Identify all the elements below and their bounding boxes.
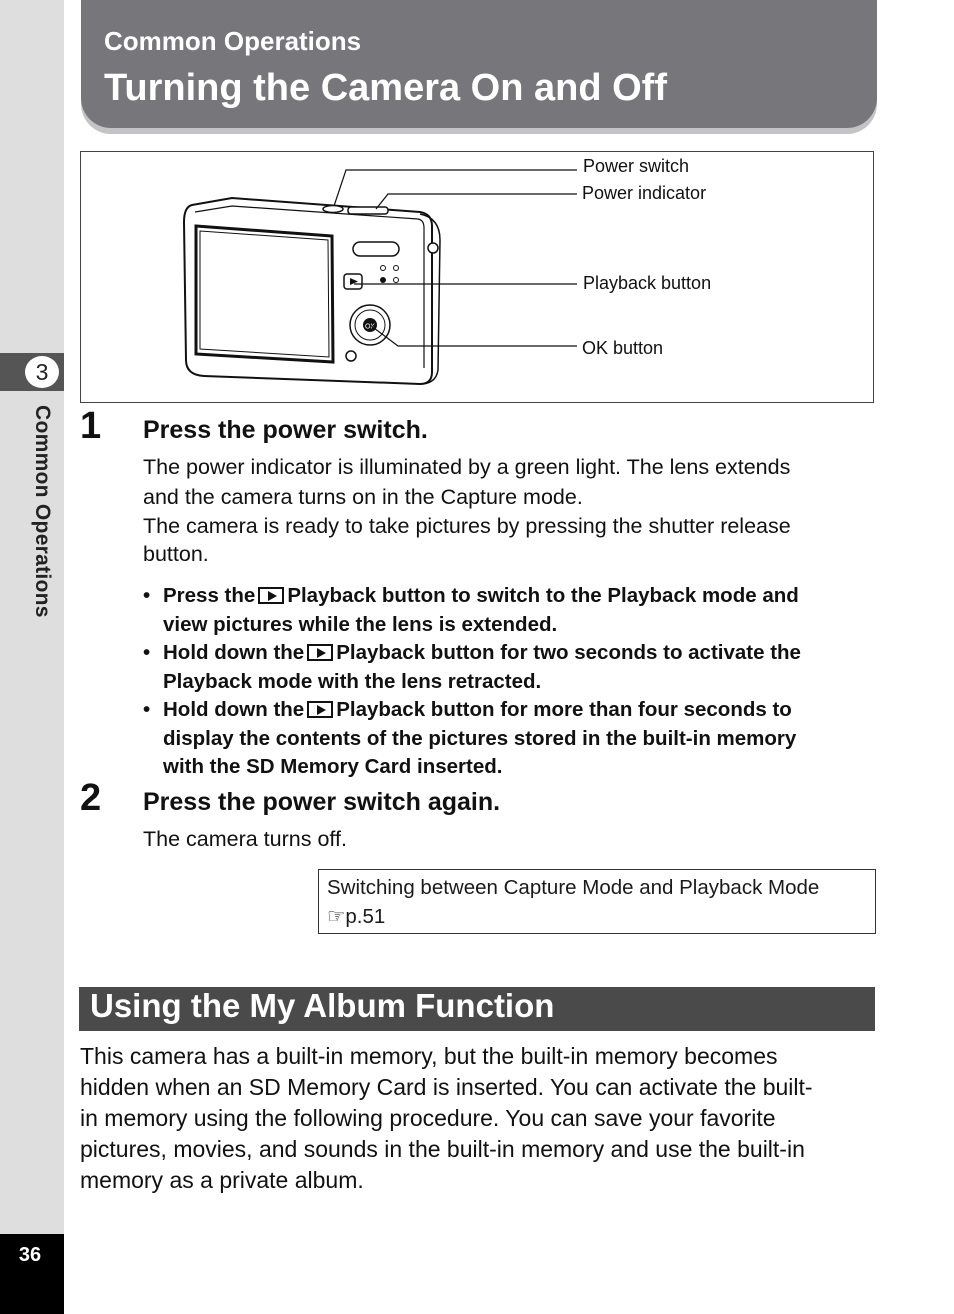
chapter-sidebar [0, 0, 64, 1314]
header-subtitle: Common Operations [104, 26, 362, 56]
note-text: Playback button for more than four seconds to [336, 698, 792, 721]
playback-button-callout: Playback button [583, 273, 712, 293]
section-heading: Using the My Album Function [90, 987, 555, 1024]
pointing-hand-icon: ☞ [327, 905, 346, 928]
section-line-4: pictures, movies, and sounds in the built-in memory and use the built-in [80, 1136, 805, 1162]
reference-text: Switching between Capture Mode and Playback Mode [327, 876, 820, 899]
step-2-text: The camera turns off. [143, 827, 347, 851]
section-line-5: memory as a private album. [80, 1167, 364, 1193]
ok-button-callout: OK button [582, 338, 664, 358]
ok-button-label: OK [364, 323, 376, 331]
note-item [143, 696, 883, 782]
chapter-label: Common Operations [31, 405, 54, 618]
playback-icon [258, 587, 284, 604]
playback-icon [307, 644, 333, 661]
note-text: display the contents of the pictures stored in the built-in memory [163, 726, 797, 750]
section-line-3: in memory using the following procedure. You can save your favorite [80, 1105, 776, 1131]
step-1-line-3: The camera is ready to take pictures by pressing the shutter release [143, 514, 791, 538]
step-1-title: Press the power switch. [143, 416, 428, 444]
camera-back-illustration [150, 160, 580, 395]
section-line-2: hidden when an SD Memory Card is inserted. You can activate the built- [80, 1074, 813, 1100]
note-text: with the SD Memory Card inserted. [163, 755, 503, 778]
note-text: Playback mode with the lens retracted. [163, 669, 542, 693]
page-title: Turning the Camera On and Off [104, 67, 667, 109]
note-text: Playback button for two seconds to activate the [336, 641, 801, 664]
note-item [143, 639, 883, 696]
step-2-number: 2 [80, 777, 102, 819]
page-reference-box [318, 869, 876, 934]
power-indicator-callout: Power indicator [582, 183, 707, 203]
bullet-mark: • [143, 641, 151, 664]
note-text: Hold down the [163, 698, 305, 721]
bullet-mark: • [143, 584, 151, 607]
section-line-1: This camera has a built-in memory, but the built-in memory becomes [80, 1043, 778, 1069]
reference-link[interactable] [327, 902, 867, 931]
note-text: view pictures while the lens is extended. [163, 612, 558, 636]
reference-page: p.51 [345, 905, 386, 928]
note-text: Press the [163, 584, 256, 607]
power-switch-callout: Power switch [583, 156, 690, 176]
bullet-mark: • [143, 698, 151, 721]
step-1-notes [143, 582, 883, 782]
playback-icon [307, 701, 333, 718]
step-1-line-4: button. [143, 542, 209, 566]
step-2-title: Press the power switch again. [143, 788, 501, 816]
chapter-number: 3 [23, 354, 61, 390]
page-number: 36 [18, 1244, 42, 1266]
note-text: Playback button to switch to the Playback mode and [287, 584, 799, 607]
step-1-line-2: and the camera turns on in the Capture mode. [143, 485, 583, 509]
note-item [143, 582, 883, 639]
note-text: Hold down the [163, 641, 305, 664]
step-1-line-1: The power indicator is illuminated by a green light. The lens extends [143, 455, 791, 479]
step-1-number: 1 [80, 405, 102, 447]
